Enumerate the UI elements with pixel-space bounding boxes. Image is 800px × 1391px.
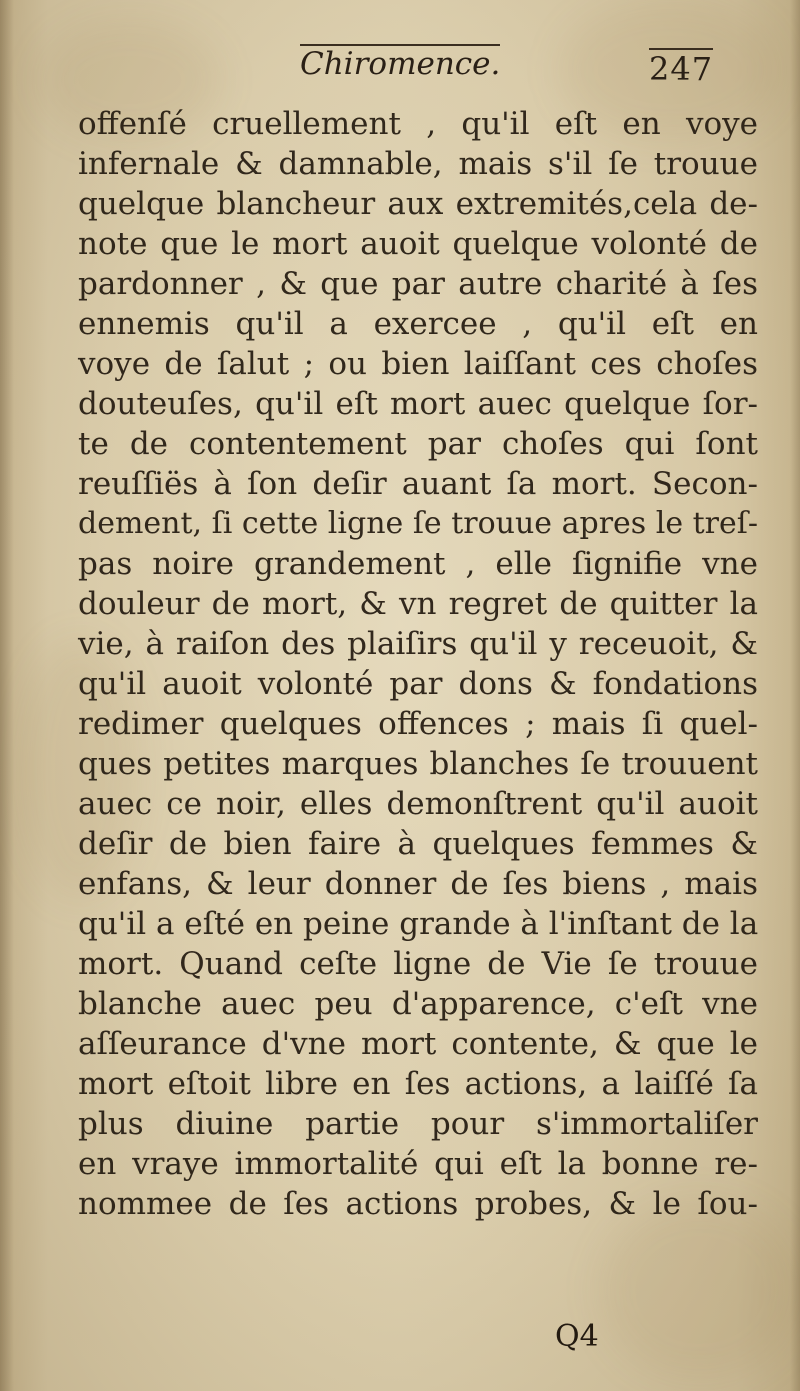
text-line: mort eſtoit libre en ſes actions, a laiſſé ſa: [78, 1066, 758, 1102]
text-line: note que le mort auoit quelque volonté de: [78, 226, 758, 262]
text-line: offenſé cruellement , qu'il eſt en voye: [78, 106, 758, 142]
text-line: douteuſes, qu'il eſt mort auec quelque ſor-: [78, 386, 758, 422]
text-line: deſir de bien faire à quelques femmes &: [78, 826, 758, 862]
text-line: ennemis qu'il a exercee , qu'il eſt en: [78, 306, 758, 342]
page-edge-shadow: [790, 0, 800, 1391]
text-line: reuſſiës à ſon deſir auant ſa mort. Secon-: [78, 466, 758, 502]
text-line: infernale & damnable, mais s'il ſe trouue: [78, 146, 758, 182]
text-line: plus diuine partie pour s'immortaliſer: [78, 1106, 758, 1142]
text-line: qu'il auoit volonté par dons & fondations: [78, 666, 758, 702]
text-line: mort. Quand ceſte ligne de Vie ſe trouue: [78, 946, 758, 982]
body-text: [78, 104, 758, 1224]
page-number: 247: [649, 50, 714, 88]
text-line: nommee de ſes actions probes, & le ſou-: [78, 1186, 758, 1222]
text-line: redimer quelques offences ; mais ſi quel-: [78, 706, 758, 742]
text-line: dement, ſi cette ligne ſe trouue apres le treſ-: [78, 506, 758, 541]
page-edge-shadow: [0, 0, 14, 1391]
running-head: Chiromence.: [300, 46, 501, 82]
text-line: voye de ſalut ; ou bien laiſſant ces choſes: [78, 346, 758, 382]
text-line: vie, à raiſon des plaiſirs qu'il y receuoit, &: [78, 626, 758, 662]
page-header: [0, 42, 800, 98]
text-line: auec ce noir, elles demonſtrent qu'il auoit: [78, 786, 758, 822]
paper-stain: [600, 1200, 800, 1380]
text-line: enfans, & leur donner de ſes biens , mais: [78, 866, 758, 902]
text-line: aſſeurance d'vne mort contente, & que le: [78, 1026, 758, 1062]
text-line: en vraye immortalité qui eſt la bonne re-: [78, 1146, 758, 1182]
text-line: blanche auec peu d'apparence, c'eſt vne: [78, 986, 758, 1022]
text-line: douleur de mort, & vn regret de quitter la: [78, 586, 758, 622]
text-line: quelque blancheur aux extremités,cela de-: [78, 186, 758, 222]
signature-mark: Q4: [555, 1319, 599, 1354]
text-line: te de contentement par choſes qui ſont: [78, 426, 758, 462]
text-line: qu'il a eſté en peine grande à l'inſtant de la: [78, 906, 759, 942]
text-line: pardonner , & que par autre charité à ſes: [78, 266, 758, 302]
text-line: pas noire grandement , elle ſignifie vne: [78, 546, 758, 582]
text-line: ques petites marques blanches ſe trouuent: [78, 746, 758, 782]
